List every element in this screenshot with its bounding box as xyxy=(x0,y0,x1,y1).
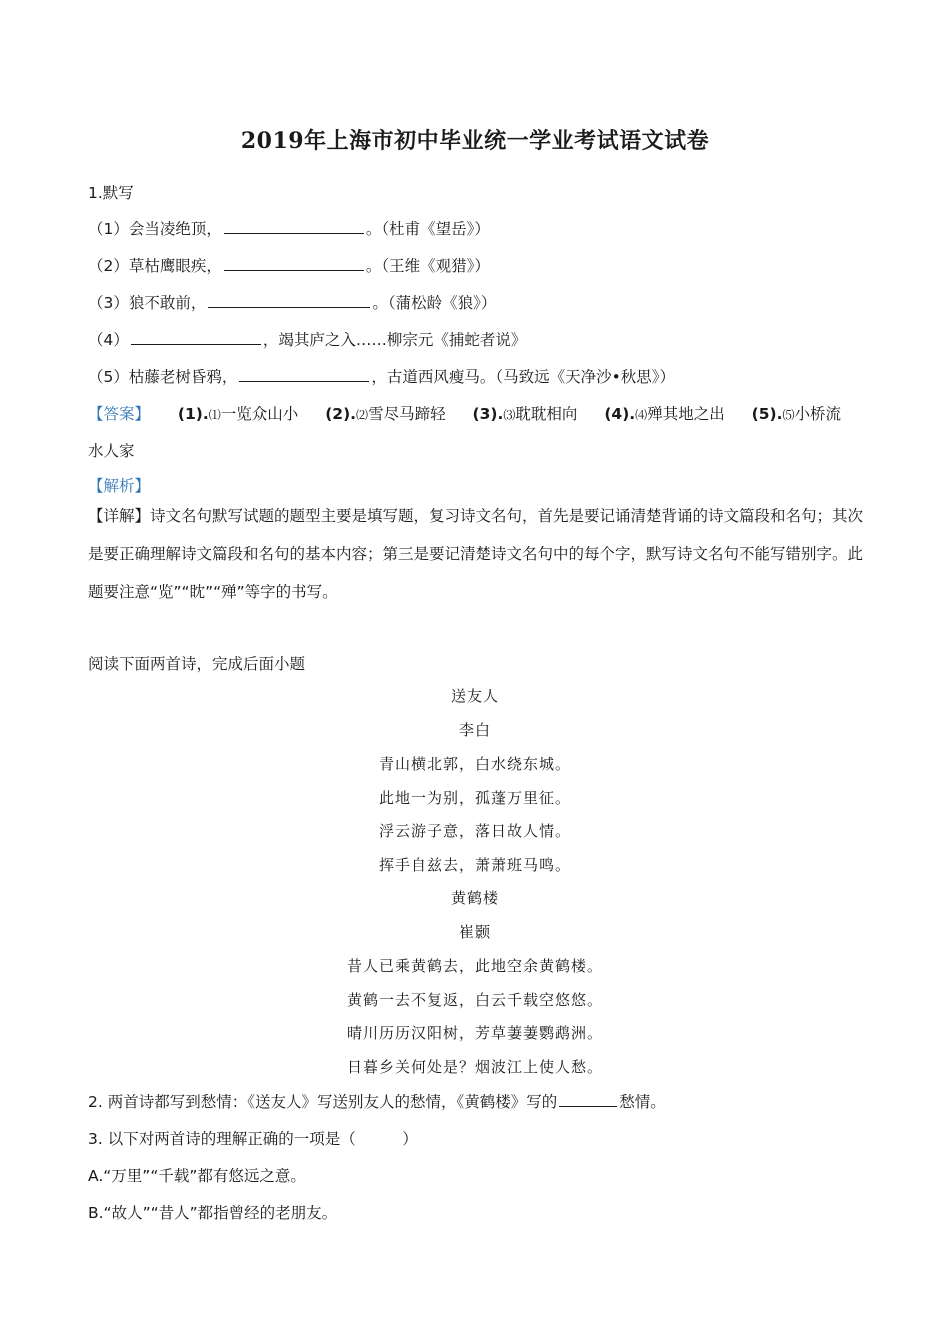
fill-item-prefix: （4） xyxy=(88,331,129,349)
answer-blank[interactable] xyxy=(131,329,261,345)
detail-paragraph xyxy=(88,497,866,611)
reading-intro: 阅读下面两首诗，完成后面小题 xyxy=(88,655,306,673)
poem1-line: 青山横北郭，白水绕东城。 xyxy=(378,755,571,773)
detail-tag: 【详解】 xyxy=(88,507,151,525)
fill-item-1 xyxy=(88,217,490,239)
fill-item-suffix: 。（杜甫《望岳》） xyxy=(365,220,490,238)
answer-blank[interactable] xyxy=(224,218,364,234)
analysis-tag: 【解析】 xyxy=(88,477,151,495)
fill-item-4 xyxy=(88,328,526,350)
poem2-title: 黄鹤楼 xyxy=(450,889,499,907)
fill-item-suffix: ，古道西风瘦马。（马致远《天净沙•秋思》） xyxy=(371,368,676,386)
page-title: 2019年上海市初中毕业统一学业考试语文试卷 xyxy=(240,128,710,154)
poem2-line: 昔人已乘黄鹤去，此地空余黄鹤楼。 xyxy=(346,957,603,975)
fill-item-suffix: 。（蒲松龄《狼》） xyxy=(372,294,497,312)
answer-tag: 【答案】 xyxy=(88,405,151,423)
fill-item-3 xyxy=(88,291,496,313)
fill-item-suffix: 。（王维《观猎》） xyxy=(365,257,490,275)
poem1-line: 挥手自兹去，萧萧班马鸣。 xyxy=(378,856,571,874)
answer-line xyxy=(88,402,841,424)
fill-item-2 xyxy=(88,254,490,276)
question-2-prefix: 2. 两首诗都写到愁情：《送友人》写送别友人的愁情，《黄鹤楼》写的 xyxy=(88,1093,558,1111)
answer-item-1: (1).⑴一览众山小 xyxy=(177,405,299,423)
question-2-suffix: 愁情。 xyxy=(619,1093,666,1111)
fill-item-suffix: ，竭其庐之入……柳宗元《捕蛇者说》 xyxy=(262,331,527,349)
option-a[interactable]: A.“万里”“千载”都有悠远之意。 xyxy=(88,1167,306,1185)
poem1-author: 李白 xyxy=(458,721,491,739)
answer-blank[interactable] xyxy=(224,255,364,271)
poem2-line: 黄鹤一去不复返，白云千载空悠悠。 xyxy=(346,991,603,1009)
question-1-heading: 1.默写 xyxy=(88,184,134,202)
poem2-author: 崔颢 xyxy=(458,923,491,941)
question-2 xyxy=(88,1090,666,1112)
answer-item-4: (4).⑷殚其地之出 xyxy=(604,405,725,423)
poem1-line: 浮云游子意，落日故人情。 xyxy=(378,822,571,840)
answer-item-2: (2).⑵雪尽马蹄轻 xyxy=(325,405,446,423)
option-b[interactable]: B.“故人”“昔人”都指曾经的老朋友。 xyxy=(88,1204,338,1222)
poem2-line: 晴川历历汉阳树，芳草萋萋鹦鹉洲。 xyxy=(346,1024,603,1042)
question-3-stem: 3. 以下对两首诗的理解正确的一项是（ ） xyxy=(88,1130,418,1148)
poem1-title: 送友人 xyxy=(450,687,499,705)
fill-item-prefix: （3）狼不敢前， xyxy=(88,294,207,312)
detail-text: 诗文名句默写试题的题型主要是填写题，复习诗文名句，首先是要记诵清楚背诵的诗文篇段和名句；其次是要正确理解诗文篇段和名句的基本内容；第三是要记清楚诗文名句中的每个字，默写诗文名句不能写错别字。此题要注意“览”“眈”“殚”等字的书写。 xyxy=(88,507,864,601)
answer-blank[interactable] xyxy=(208,292,370,308)
answer-blank[interactable] xyxy=(559,1091,617,1107)
fill-item-prefix: （2）草枯鹰眼疾， xyxy=(88,257,222,275)
fill-item-5 xyxy=(88,365,675,387)
fill-item-prefix: （5）枯藤老树昏鸦， xyxy=(88,368,238,386)
poem2-line: 日暮乡关何处是？烟波江上使人愁。 xyxy=(346,1058,603,1076)
fill-item-prefix: （1）会当凌绝顶， xyxy=(88,220,222,238)
poem1-line: 此地一为别，孤蓬万里征。 xyxy=(378,789,571,807)
answer-item-3: (3).⑶耽耽相向 xyxy=(472,405,578,423)
answer-blank[interactable] xyxy=(239,366,369,382)
answer-continued: 水人家 xyxy=(88,442,135,460)
answer-item-5: (5).⑸小桥流 xyxy=(751,405,842,423)
